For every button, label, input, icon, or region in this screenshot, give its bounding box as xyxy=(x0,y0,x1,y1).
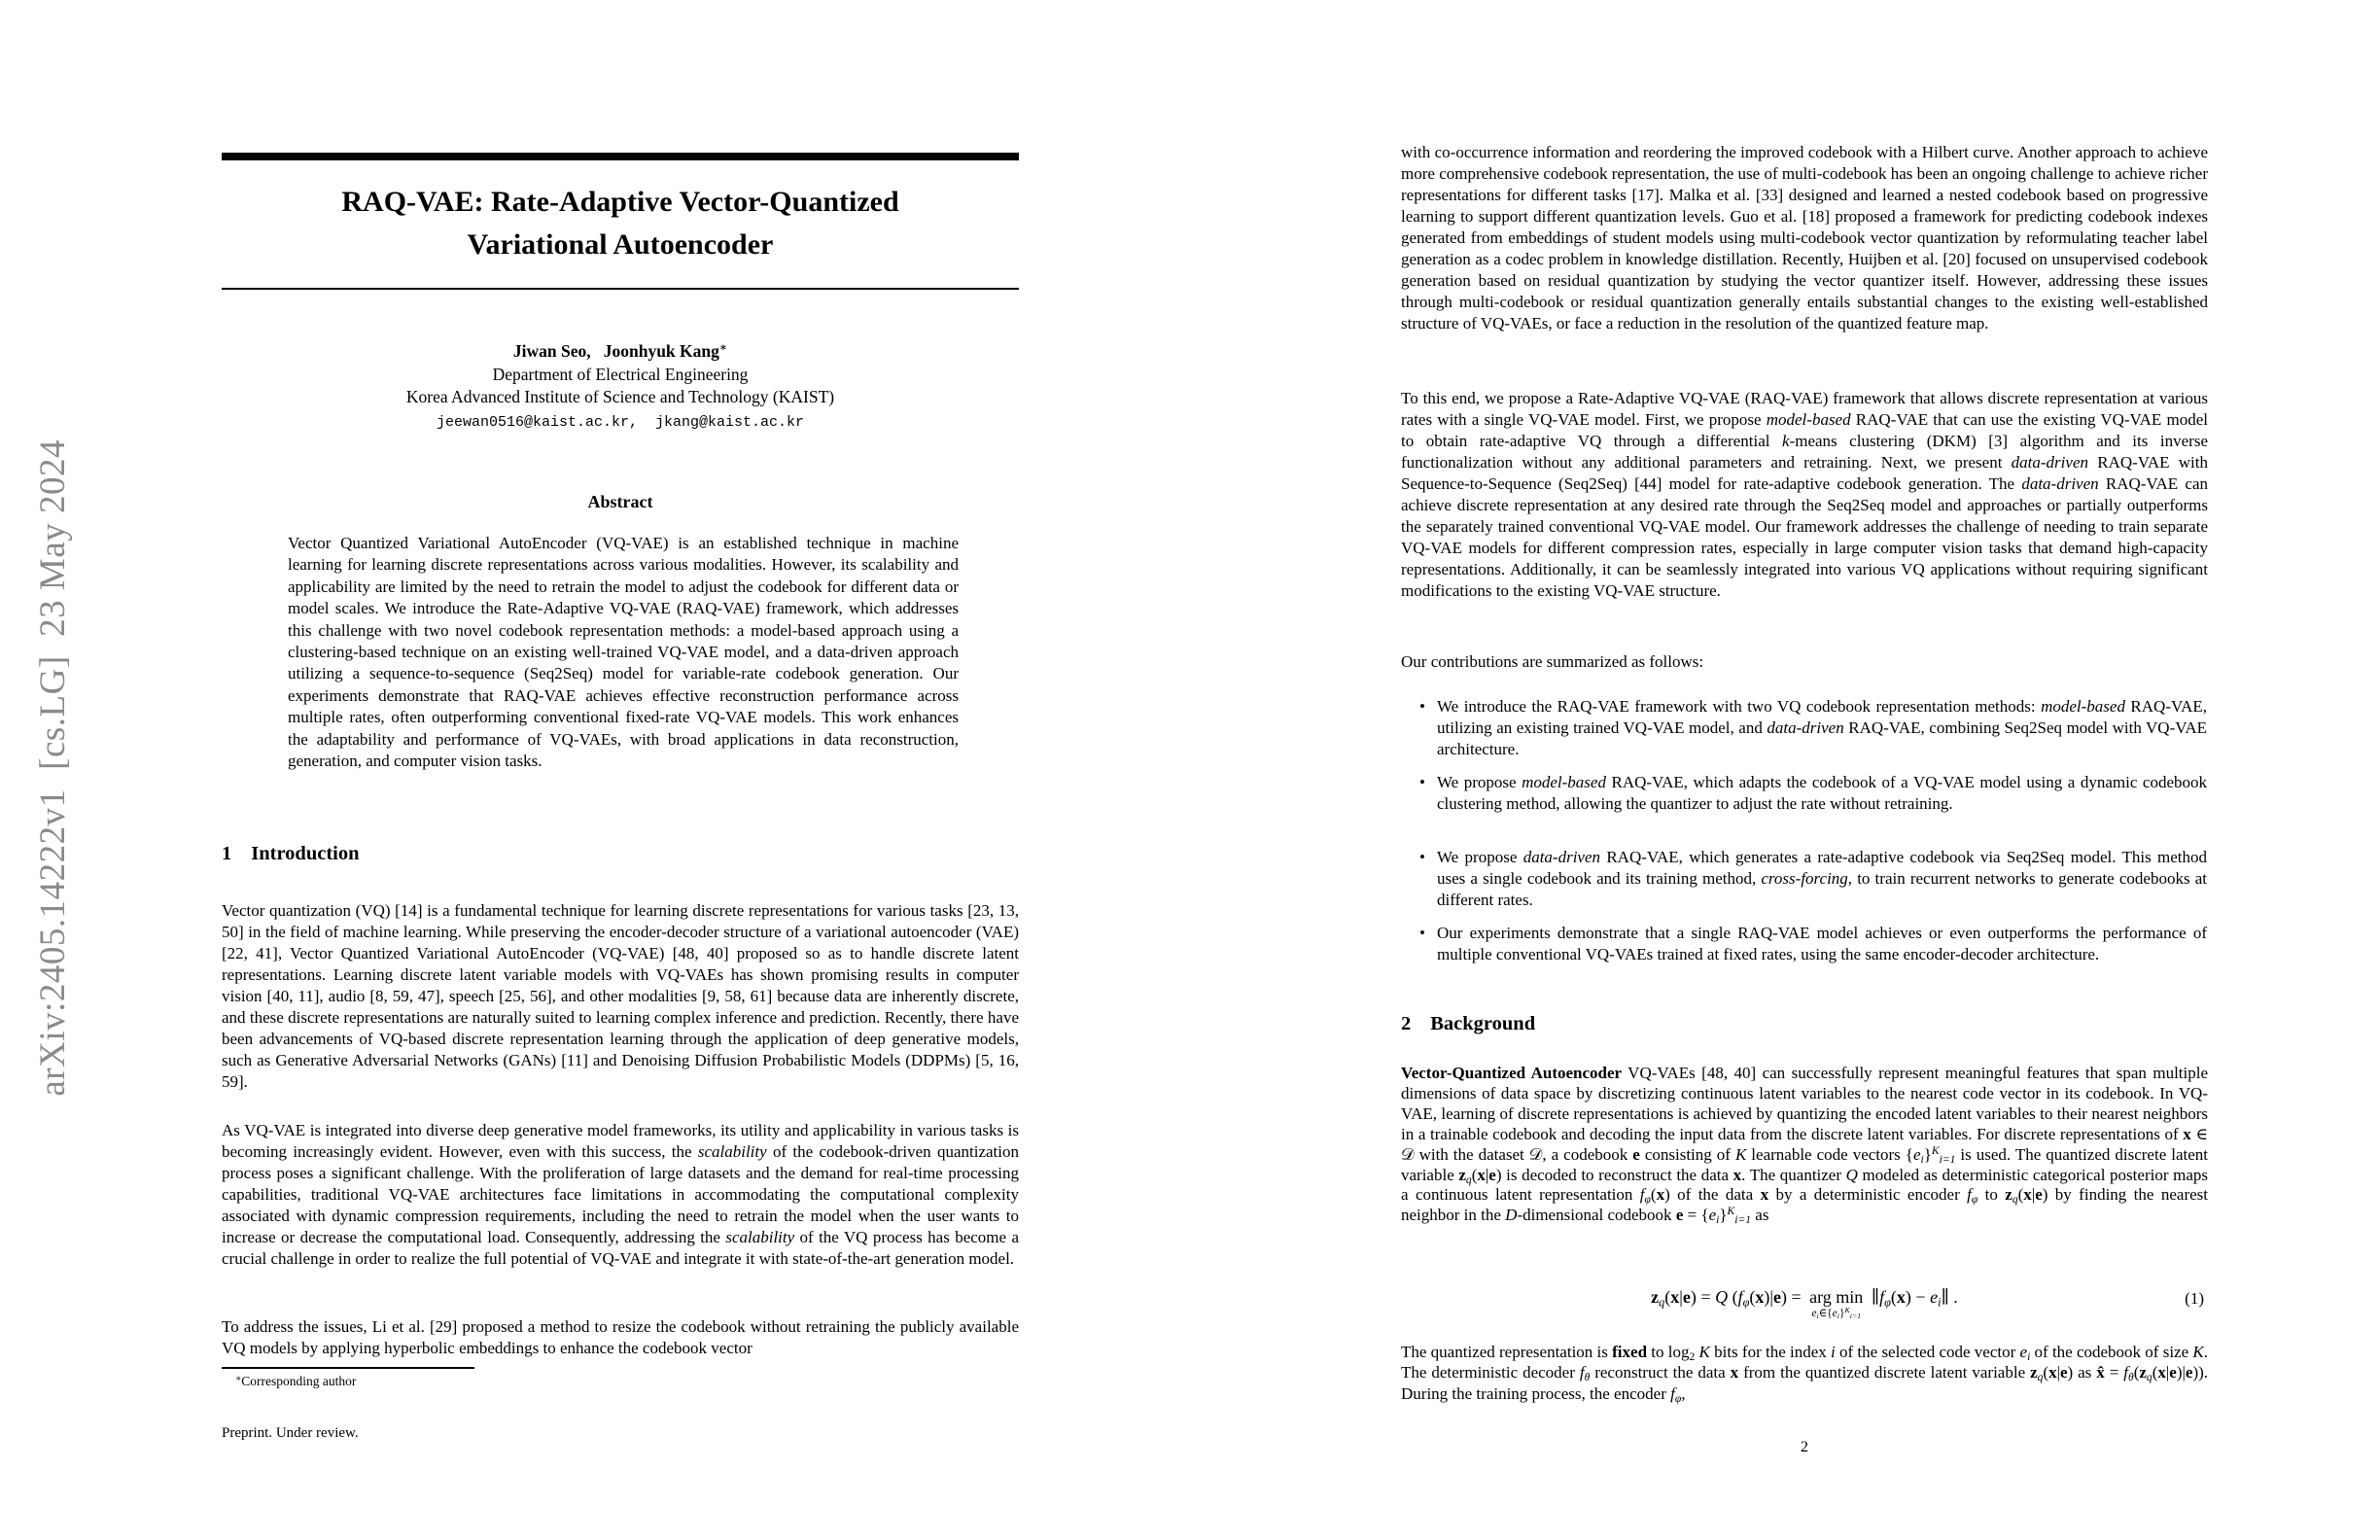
argmin-label: arg min xyxy=(1809,1287,1864,1307)
author-department: Department of Electrical Engineering xyxy=(492,364,749,384)
equation-number: (1) xyxy=(2185,1289,2204,1308)
proposal-paragraph: To this end, we propose a Rate-Adaptive VQ-VAE (RAQ-VAE) framework that allows discrete representation at various rates with a single VQ-VAE model. First, we propose model-based RAQ-VAE that can use the existing VQ-VAE model to obtain rate-adaptive VQ through a differential k-means clustering (DKM) [3] algorithm and its inverse functionalization without any additional parameters and retraining. Next, we present data-driven RAQ-VAE with Sequence-to-Sequence (Seq2Seq) [44] model for rate-adaptive codebook generation. The data-driven RAQ-VAE can achieve discrete representation at any desired rate through the Seq2Seq model and approaches or partially outperforms the separately trained conventional VQ-VAE model. Our framework addresses the challenge of needing to train separate VQ-VAE models for different compression rates, especially in large computer vision tasks that demand high-capacity representations. Additionally, it can be seamlessly integrated into various VQ applications without requiring significant modifications to the existing VQ-VAE structure. xyxy=(1401,389,2208,600)
paper-title-line2: Variational Autoencoder xyxy=(467,228,774,261)
abstract-text: Vector Quantized Variational AutoEncoder (VQ-VAE) is an established technique in machine learning for learning discrete representations across various modalities. However, its scalability and applicability are limited by the need to retrain the model to adjust the codebook for different data or model scales. We introduce the Rate-Adaptive VQ-VAE (RAQ-VAE) framework, which addresses this challenge with two novel codebook representation methods: a model-based approach using a clustering-based technique on an existing well-trained VQ-VAE model, and a data-driven approach utilizing a sequence-to-sequence (Seq2Seq) model for variable-rate codebook generation. Our experiments demonstrate that RAQ-VAE achieves effective reconstruction performance across multiple rates, often outperforming conventional fixed-rate VQ-VAE models. This work enhances the adaptability and performance of VQ-VAEs, with broad applications in data reconstruction, generation, and computer vision tasks. xyxy=(288,534,959,771)
section-heading-background xyxy=(1401,1013,2208,1035)
section-title: Introduction xyxy=(251,843,360,864)
title-rule-top xyxy=(222,153,1019,160)
paper-title xyxy=(222,181,1019,266)
quantized-representation-paragraph: The quantized representation is fixed to log2 K bits for the index i of the selected code vector ei of the codebook of size K. The deterministic decoder fθ reconstruct the data x from the quantized discrete latent variable zq(x|e) as x̂ = fθ(zq(x|e)|e)). During the training process, the encoder fφ, xyxy=(1401,1343,2209,1406)
contribution-bullet-3: • We propose data-driven RAQ-VAE, which generates a rate-adaptive codebook via Seq2Seq model. This method uses a single codebook and its training method, cross-forcing, to train recurrent networks to generate codebooks at different rates. xyxy=(1437,847,2207,911)
arxiv-watermark xyxy=(18,418,88,1118)
footnote-rule xyxy=(222,1367,474,1369)
title-rule-bottom xyxy=(222,288,1019,290)
contribution-bullet-2: • We propose model-based RAQ-VAE, which adapts the codebook of a VQ-VAE model using a dynamic codebook clustering method, allowing the quantizer to adjust the rate without retraining. xyxy=(1437,772,2207,815)
paper-title-line1: RAQ-VAE: Rate-Adaptive Vector-Quantized xyxy=(341,186,899,218)
page-number: 2 xyxy=(1801,1439,1808,1455)
argmin-subscript: ei∈{ei}$^K$i=1 xyxy=(1811,1306,1862,1321)
contributions-intro: Our contributions are summarized as follows: xyxy=(1401,652,1704,671)
author-names: Jiwan Seo, Joonhyuk Kang∗ xyxy=(512,340,728,361)
intro-paragraph-2: As VQ-VAE is integrated into diverse deep generative model frameworks, its utility and applicability in various tasks is becoming increasingly evident. However, even with this success, the scalability of the codebook-driven quantization process poses a significant challenge. With the proliferation of large datasets and the demand for real-time processing capabilities, traditional VQ-VAE architectures face limitations in accommodating the computational complexity associated with dynamic compression requirements, including the need to retrain the model when the user wants to increase or decrease the computational load. Consequently, addressing the scalability of the VQ process has become a crucial challenge in order to realize the full potential of VQ-VAE and integrate it with state-of-the-art generation model. xyxy=(222,1121,1019,1268)
arxiv-watermark-text: arXiv:2405.14222v1 [cs.LG] 23 May 2024 xyxy=(32,439,73,1097)
preprint-note: Preprint. Under review. xyxy=(222,1425,359,1441)
contribution-bullet-4: • Our experiments demonstrate that a single RAQ-VAE model achieves or even outperforms the performance of multiple conventional VQ-VAEs trained at fixed rates, using the same encoder-decoder architecture. xyxy=(1437,923,2207,965)
section-heading-introduction xyxy=(222,843,1019,865)
section-number: 1 xyxy=(222,843,232,864)
equation-left: zq(x|e) = Q (fφ(x)|e) = xyxy=(1651,1287,1806,1310)
section-number: 2 xyxy=(1401,1013,1412,1034)
section-title: Background xyxy=(1430,1013,1536,1034)
abstract-heading: Abstract xyxy=(587,492,653,511)
author-emails: jeewan0516@kaist.ac.kr, jkang@kaist.ac.kr xyxy=(436,413,805,431)
author-university: Korea Advanced Institute of Science and Technology (KAIST) xyxy=(405,387,835,406)
intro-paragraph-3: To address the issues, Li et al. [29] proposed a method to resize the codebook without retraining the publicly available VQ models by applying hyperbolic embeddings to enhance the codebook vector xyxy=(222,1317,1019,1357)
related-work-paragraph: with co-occurrence information and reordering the improved codebook with a Hilbert curve. Another approach to achieve more comprehensive codebook representation, the use of multi-codebook has been an ongoing challenge to achieve richer representations for different tasks [17]. Malka et al. [33] designed and learned a nested codebook based on progressive learning to support different quantization levels. Guo et al. [18] proposed a framework for predicting codebook indexes generated from embeddings of student models using multi-codebook vector quantization by reformulating teacher label generation as a codec problem in knowledge distillation. Recently, Huijben et al. [20] focused on unsupervised codebook generation based on residual quantization by studying the vector quantizer itself. However, addressing these issues through multi-codebook or residual quantization generally entails substantial changes to the existing well-established structure of VQ-VAEs, or face a reduction in the resolution of the quantized feature map. xyxy=(1401,143,2208,332)
equation-right: ∥fφ(x) − ei∥ . xyxy=(1867,1287,1958,1310)
footnote-corresponding-author: ∗Corresponding author xyxy=(235,1373,357,1388)
contribution-bullet-1: • We introduce the RAQ-VAE framework with two VQ codebook representation methods: model-based RAQ-VAE, utilizing an existing trained VQ-VAE model, and data-driven RAQ-VAE, combining Seq2Seq model with VQ-VAE architecture. xyxy=(1437,696,2207,760)
background-paragraph: Vector-Quantized Autoencoder VQ-VAEs [48, 40] can successfully represent meaningful features that span multiple dimensions of data space by discretizing continuous latent variables to the nearest code vector in its codebook. In VQ-VAE, learning of discrete representations is achieved by quantizing the encoded latent variables to their nearest neighbors in a trainable codebook and decoding the input data from the discrete latent variables. For discrete representations of x ∈ 𝒟 with the dataset 𝒟, a codebook e consisting of K learnable code vectors {ei}$^K$i=1 is used. The quantized discrete latent variable zq(x|e) is decoded to reconstruct the data x. The quantizer Q modeled as deterministic categorical posterior maps a continuous latent representation fφ(x) of the data x by a deterministic encoder fφ to zq(x|e) by finding the nearest neighbor in the D-dimensional codebook e = {ei}$^K$i=1 as xyxy=(1401,1064,2209,1227)
argmin-operator xyxy=(1809,1287,1864,1321)
intro-paragraph-1: Vector quantization (VQ) [14] is a fundamental technique for learning discrete representations for various tasks [23, 13, 50] in the field of machine learning. While preserving the encoder-decoder structure of a variational autoencoder (VAE) [22, 41], Vector Quantized Variational AutoEncoder (VQ-VAE) [48, 40] proposed so as to handle discrete latent representations. Learning discrete latent variable models with VQ-VAEs has shown promising results in computer vision [40, 11], audio [8, 59, 47], speech [25, 56], and other modalities [9, 58, 61] because data are inherently discrete, and these discrete representations are naturally suited to learning complex inference and prediction. Recently, there have been advancements of VQ-based discrete representation learning through the application of deep generative models, such as Generative Adversarial Networks (GANs) [11] and Denoising Diffusion Probabilistic Models (DDPMs) [5, 16, 59]. xyxy=(222,901,1019,1091)
author-block xyxy=(222,340,1019,434)
equation-1 xyxy=(1401,1287,2208,1321)
